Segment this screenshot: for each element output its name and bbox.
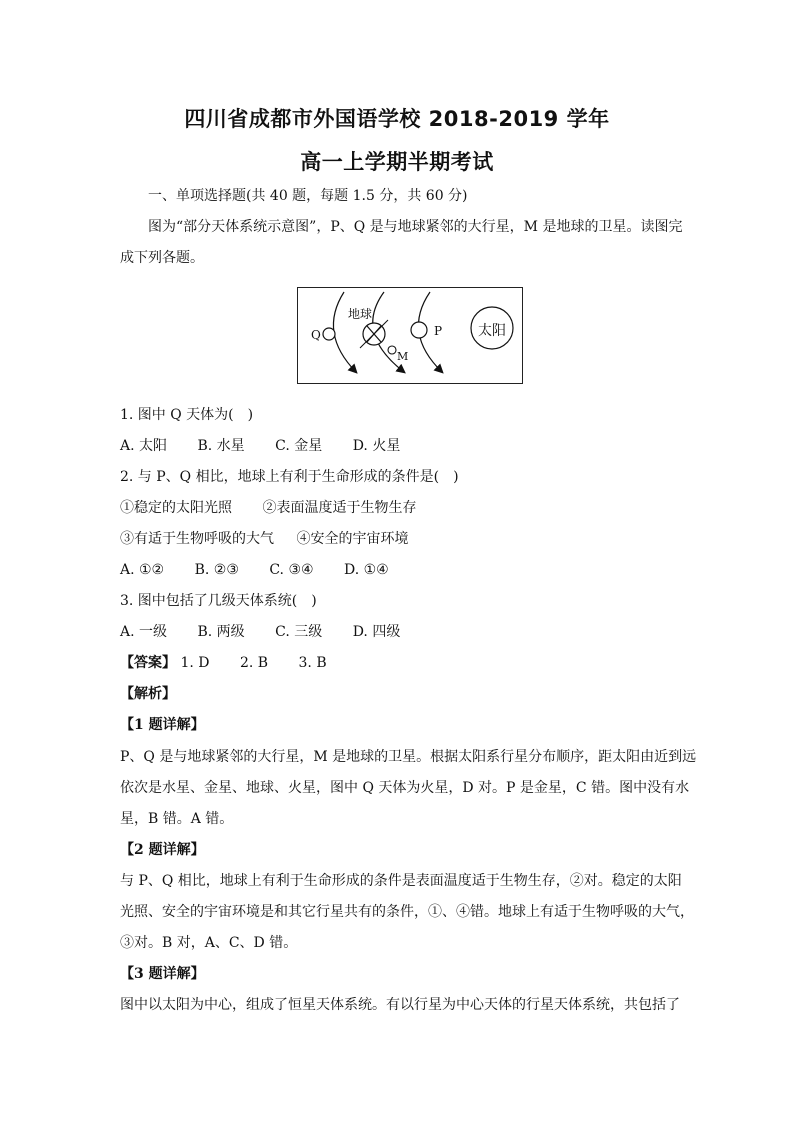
q-planet xyxy=(323,328,335,340)
q3-option-c: C. 三级 xyxy=(275,624,323,640)
detail-1-line2: 依次是水星、金星、地球、火星，图中 Q 天体为火星，D 对。P 是金星，C 错。图中没有水 xyxy=(120,780,690,796)
q1-options xyxy=(120,436,400,456)
q1-stem: 1. 图中 Q 天体为( ) xyxy=(120,407,254,423)
q2-option-a: A. ①② xyxy=(120,562,165,578)
answer-2: 2. B xyxy=(239,655,269,671)
q3-option-d: D. 四级 xyxy=(352,624,401,640)
intro-text-line1: 图为“部分天体系统示意图”，P、Q 是与地球紧邻的大行星，M 是地球的卫星。读图完 xyxy=(148,219,683,235)
detail-1-line3: 星，B 错。A 错。 xyxy=(120,811,234,827)
q-orbit-arc xyxy=(333,292,356,372)
section-heading: 一、单项选择题(共 40 题，每题 1.5 分，共 60 分) xyxy=(148,188,468,204)
detail-3-line1: 图中以太阳为中心，组成了恒星天体系统。有以行星为中心天体的行星天体系统，共包括了 xyxy=(120,997,680,1013)
q2-option-b: B. ②③ xyxy=(194,562,239,578)
q2-items-row2 xyxy=(120,529,408,549)
answer-line xyxy=(120,653,327,673)
analysis-label: 【解析】 xyxy=(120,686,176,702)
q3-option-a: A. 一级 xyxy=(120,624,168,640)
q2-stem: 2. 与 P、Q 相比，地球上有利于生命形成的条件是( ) xyxy=(120,469,459,485)
detail-1-label: 【1 题详解】 xyxy=(120,717,205,733)
p-planet xyxy=(411,322,427,338)
label-m: M xyxy=(397,350,409,363)
q2-item-2: ②表面温度适于生物生存 xyxy=(262,500,417,516)
label-sun: 太阳 xyxy=(478,323,506,339)
q2-item-1: ①稳定的太阳光照 xyxy=(120,500,232,516)
q1-option-b: B. 水星 xyxy=(197,438,245,454)
answer-3: 3. B xyxy=(298,655,327,671)
detail-3-label: 【3 题详解】 xyxy=(120,966,205,982)
label-earth: 地球 xyxy=(348,307,373,321)
q3-stem: 3. 图中包括了几级天体系统( ) xyxy=(120,593,317,609)
q2-option-c: C. ③④ xyxy=(269,562,314,578)
detail-1-line1: P、Q 是与地球紧邻的大行星，M 是地球的卫星。根据太阳系行星分布顺序，距太阳由近到远 xyxy=(120,749,697,765)
q2-item-4: ④安全的宇宙环境 xyxy=(296,531,409,547)
detail-2-line3: ③对。B 对，A、C、D 错。 xyxy=(120,935,298,951)
q1-option-d: D. 火星 xyxy=(352,438,401,454)
exam-title-line2: 高一上学期半期考试 xyxy=(300,150,494,174)
q2-item-3: ③有适于生物呼吸的大气 xyxy=(120,531,274,547)
q1-option-c: C. 金星 xyxy=(275,438,323,454)
detail-2-line1: 与 P、Q 相比，地球上有利于生命形成的条件是表面温度适于生物生存，②对。稳定的太阳 xyxy=(120,873,682,889)
q3-options xyxy=(120,622,400,642)
label-q: Q xyxy=(311,328,321,342)
q1-option-a: A. 太阳 xyxy=(120,438,168,454)
answer-1: 1. D xyxy=(180,655,210,671)
intro-text-line2: 成下列各题。 xyxy=(120,250,204,266)
label-p: P xyxy=(434,324,443,338)
detail-2-label: 【2 题详解】 xyxy=(120,842,205,858)
detail-2-line2: 光照、安全的宇宙环境是和其它行星共有的条件，①、④错。地球上有适于生物呼吸的大气， xyxy=(120,904,694,920)
q2-option-d: D. ①④ xyxy=(344,562,389,578)
q2-items-row1 xyxy=(120,498,416,518)
celestial-system-diagram xyxy=(297,287,523,384)
q3-option-b: B. 两级 xyxy=(197,624,245,640)
moon-m xyxy=(388,346,396,354)
exam-title-line1: 四川省成都市外国语学校 2018-2019 学年 xyxy=(184,107,610,131)
answer-label: 【答案】 xyxy=(120,655,176,671)
q2-options xyxy=(120,560,389,580)
